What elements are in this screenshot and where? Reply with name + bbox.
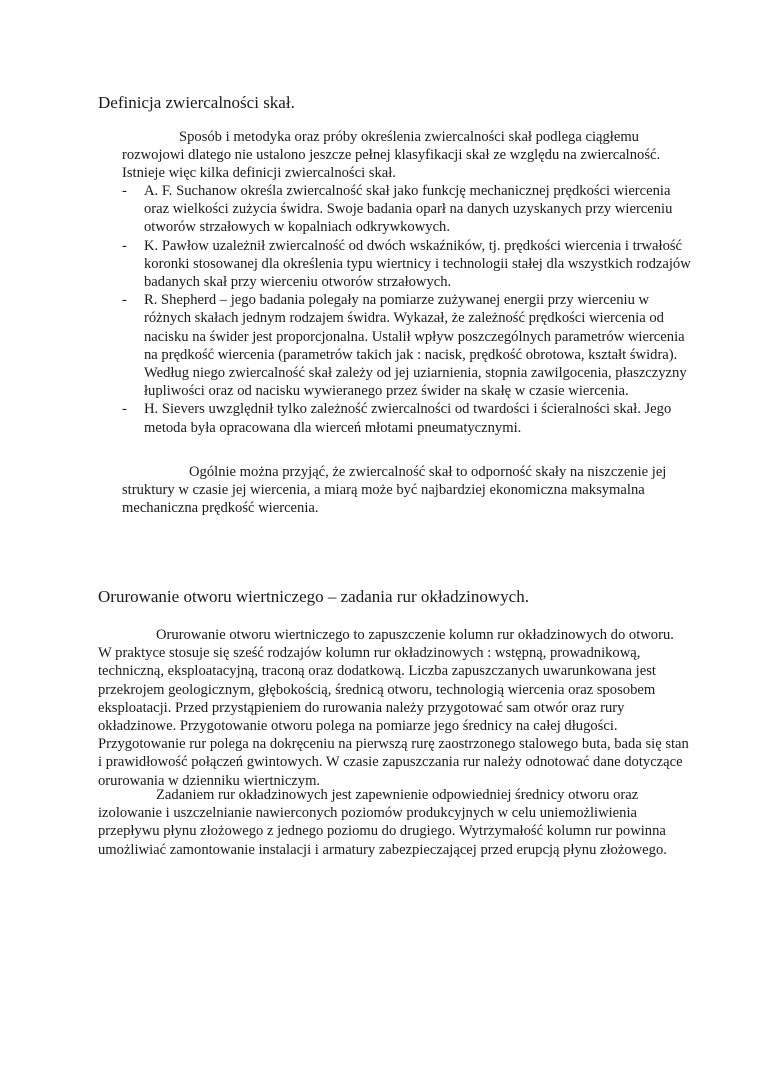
casing-paragraph-1: Orurowanie otworu wiertniczego to zapuszczenie kolumn rur okładzinowych do otworu. W praktyce stosuje się sześć rodzajów kolumn rur okładzinowych : wstępną, prowadnikową, techniczną, eksploatacyjną, traconą oraz dodatkową. Liczba zapuszczanych uwarunkowana jest przekrojem geologicznym, głębokością, średnicą otworu, technologią wiercenia oraz sposobem eksploatacji. Przed przystąpieniem do rurowania należy przygotować sam otwór oraz rury okładzinowe. Przygotowanie otworu polega na pomiarze jego średnicy na całej długości. Przygotowanie rur polega na dokręceniu na pierwszą rurę zaostrzonego stalowego buta, bada się stan i prawidłowość połączeń gwintowych. W czasie zapuszczania rur należy odnotować dane dotyczące orurowania w dzienniku wiertniczym.	[98, 627, 689, 789]
bullet-dash: -	[122, 237, 127, 254]
definitions-list	[122, 182, 697, 437]
list-item-text: H. Sievers uwzględnił tylko zależność zwiercalności od twardości i ścieralności skał. Jego metoda była opracowana dla wierceń młotami pneumatycznymi.	[144, 401, 672, 436]
list-item	[122, 291, 697, 400]
list-item-text: K. Pawłow uzależnił zwiercalność od dwóch wskaźników, tj. prędkości wiercenia i trwałość koronki stosowanej dla określenia typu wiertnicy i technologii stałej dla wszystkich rodzajów badanych skał przy wierceniu otworów strzałowych.	[144, 237, 691, 291]
section-heading-casing: Orurowanie otworu wiertniczego – zadania rur okładzinowych.	[98, 587, 529, 606]
list-item-text: R. Shepherd – jego badania polegały na pomiarze zużywanej energii przy wierceniu w różnych skałach jednym rodzajem świdra. Wykazał, że zależność prędkości wiercenia od nacisku na świder jest proporcjonalna. Ustalił wpływ poszczególnych parametrów wiercenia na prędkość wiercenia (parametrów takich jak : nacisk, prędkość obrotowa, kształt świdra). Według niego zwiercalność skał zależy od jej uziarnienia, stopnia zawilgocenia, płaszczyzny łupliwości oraz od nacisku wywieranego przez świder na skałę w czasie wiercenia.	[144, 292, 687, 400]
list-item	[122, 182, 697, 237]
bullet-dash: -	[122, 292, 127, 309]
list-item-text: A. F. Suchanow określa zwiercalność skał jako funkcję mechanicznej prędkości wiercenia oraz wielkości zużycia świdra. Swoje badania oparł na danych uzyskanych przy wierceniu otworów strzałowych w kopalniach odkrywkowych.	[144, 183, 673, 236]
list-item	[122, 400, 697, 436]
casing-paragraph-2: Zadaniem rur okładzinowych jest zapewnienie odpowiedniej średnicy otworu oraz izolowanie i uszczelnianie nawierconych poziomów produkcyjnych w celu uniemożliwienia przepływu płynu złożowego z jednego poziomu do drugiego. Wytrzymałość kolumn rur powinna umożliwiać zamontowanie instalacji i armatury zabezpieczającej przed erupcją płynu złożowego.	[98, 787, 667, 858]
section-intro-paragraph: Sposób i metodyka oraz próby określenia zwiercalności skał podlega ciągłemu rozwojowi dlatego nie ustalono jeszcze pełnej klasyfikacji skał ze względu na zwiercalność. Istnieje więc kilka definicji zwiercalności skał.	[122, 129, 661, 182]
section-heading-drillability: Definicja zwiercalności skał.	[98, 93, 295, 112]
list-item	[122, 237, 697, 292]
bullet-dash: -	[122, 183, 127, 199]
section-conclusion-paragraph: Ogólnie można przyjąć, że zwiercalność skał to odporność skały na niszczenie jej struktury w czasie jej wiercenia, a miarą może być najbardziej ekonomiczna maksymalna mechaniczna prędkość wiercenia.	[122, 464, 667, 517]
bullet-dash: -	[122, 401, 127, 418]
